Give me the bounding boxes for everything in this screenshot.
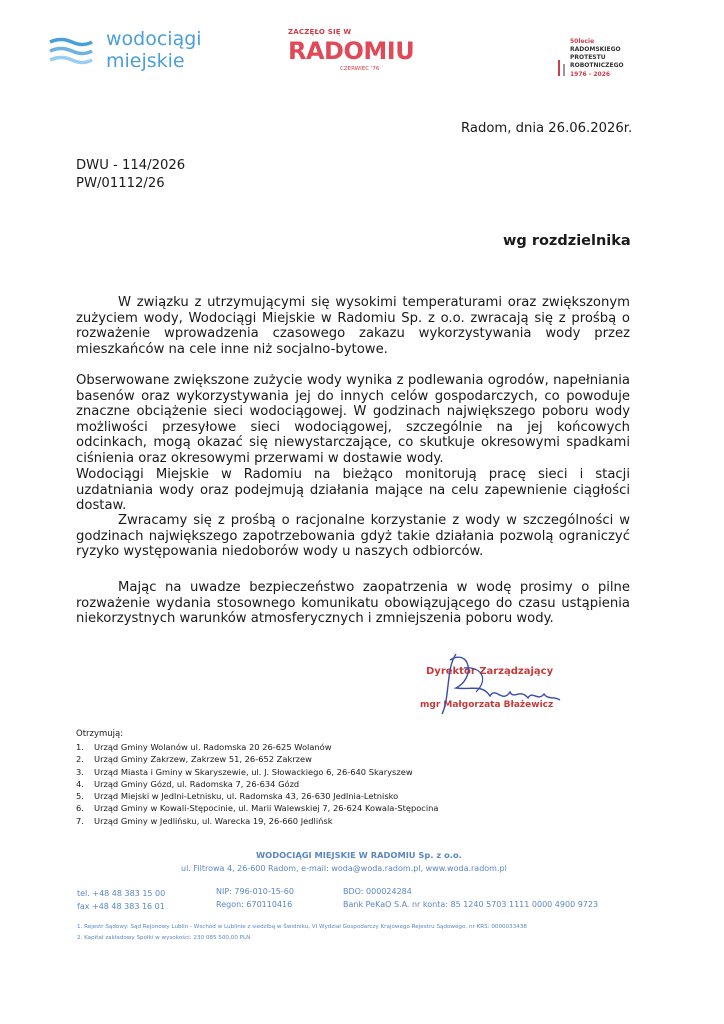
- handwritten-signature-icon: [420, 648, 570, 723]
- recipient-number: 4.: [76, 778, 84, 789]
- footer-note-1: 1. Rejestr Sądowy: Sąd Rejonowy Lublin - Wschód w Lublinie z siedzibą w Świdniku, VI Wydział Gospodarczy Krajowego Rejestru Sądowego, nr KRS: 0000033438: [77, 924, 527, 930]
- body-paragraph-4: Zwracamy się z prośbą o racjonalne korzystanie z wody w szczególności w godzinach największego zapotrzebowania gdyż takie działania pozwolą ograniczyć ryzyko występowania niedoborów wody u naszych odbiorców.: [76, 513, 630, 560]
- body-paragraph-1: W związku z utrzymującymi się wysokimi temperaturami oraz zwiększonym zużyciem wody, Wodociągi Miejskie w Radomiu Sp. z o.o. zwracają się z prośbą o rozważenie wprowadzenia czasowego zakazu wykorzystywania wody przez mieszkańców na cele inne niż socjalno-bytowe.: [76, 295, 630, 357]
- recipient-number: 1.: [76, 742, 84, 752]
- recipient-number: 5.: [76, 791, 84, 802]
- anniversary-mark-icon: [556, 58, 568, 78]
- recipient-text: Urząd Gminy Zakrzew, Zakrzew 51, 26-652 Zakrzew: [94, 754, 312, 765]
- footer-nip: NIP: 796-010-15-60: [216, 887, 294, 896]
- reference-number-1: DWU - 114/2026: [76, 158, 186, 173]
- recipient-text: Urząd Gminy w Kowali-Stępocinie, ul. Marii Walewskiej 7, 26-624 Kowala-Stępocina: [94, 803, 439, 814]
- body-paragraph-3: Wodociągi Miejskie w Radomiu na bieżąco monitorują pracę sieci i stacji uzdatniania wody oraz podejmują działania mające na celu zapewnienie ciągłości dostaw.: [76, 467, 630, 514]
- footer-bank-account: Bank PeKaO S.A. nr konta: 85 1240 5703 1111 0000 4900 9723: [343, 900, 599, 909]
- footer-address: ul. Filtrowa 4, 26-600 Radom, e-mail: woda@woda.radom.pl, www.woda.radom.pl: [181, 864, 507, 873]
- recipient-line: wg rozdzielnika: [503, 233, 631, 249]
- logo-50-line4: ROBOTNICZEGO: [570, 62, 624, 69]
- logo-radom-date: CZERWIEC '76: [340, 66, 380, 72]
- logo-wod-line1: wodociągi: [106, 28, 202, 50]
- signature-title: Dyrektor Zarządzający: [426, 666, 554, 677]
- anniversary-logo: [556, 38, 666, 88]
- logo-radom-small: ZACZĘŁO SIĘ W: [288, 28, 352, 36]
- footer-regon: Regon: 670110416: [216, 900, 293, 909]
- recipients-label: Otrzymują:: [76, 729, 124, 739]
- recipient-number: 7.: [76, 815, 84, 826]
- recipient-text: Urząd Miejski w Jedlni-Letnisku, ul. Radomska 43, 26-630 Jedlnia-Letnisko: [94, 791, 399, 802]
- footer-bank: [343, 885, 598, 911]
- recipient-list-item: [76, 753, 439, 765]
- recipient-number: 3.: [76, 766, 84, 777]
- logo-50-line5: 1976 - 2026: [570, 71, 611, 78]
- recipient-list-item: [76, 802, 439, 814]
- logo-50-line3: PROTESTU: [570, 54, 606, 61]
- recipient-text: Urząd Gminy w Jedlińsku, ul. Warecka 19, 26-660 Jedlińsk: [94, 815, 333, 826]
- footer-tel: tel. +48 48 383 15 00: [77, 889, 166, 898]
- recipient-number: 6.: [76, 803, 84, 814]
- letter-date: Radom, dnia 26.06.2026r.: [461, 121, 633, 136]
- recipient-text: Urząd Gminy Gózd, ul. Radomska 7, 26-634 Gózd: [94, 778, 300, 789]
- recipient-number: 2.: [76, 754, 84, 765]
- recipients-list: [76, 741, 439, 827]
- wodociagi-miejskie-logo: [48, 28, 208, 78]
- footer-company: WODOCIĄGI MIEJSKIE W RADOMIU Sp. z o.o.: [256, 850, 462, 860]
- recipient-text: Urząd Gminy Wolanów ul. Radomska 20 26-625 Wolanów: [94, 742, 332, 752]
- body-paragraph-2: Obserwowane zwiększone zużycie wody wynika z podlewania ogrodów, napełniania basenów oraz wykorzystywania jej do innych celów gospodarczych, co powoduje znaczne obciążenie sieci wodociągowej. W godzinach największego poboru wody możliwości przesyłowe sieci wodociągowej, szczególnie na jej końcowych odcinkach, mogą okazać się niewystarczające, co skutkuje okresowymi spadkami ciśnienia oraz okresowymi przerwami w dostawie wody.: [76, 373, 630, 466]
- recipient-list-item: [76, 815, 439, 827]
- waves-icon: [48, 36, 94, 66]
- signature-block: [420, 648, 570, 723]
- recipient-list-item: [76, 778, 439, 790]
- footer-note-2: 2. Kapitał zakładowy Spółki w wysokości: 230 085 500,00 PLN: [77, 935, 251, 941]
- recipient-list-item: [76, 741, 439, 753]
- footer-contact: [77, 887, 165, 913]
- reference-number-2: PW/01112/26: [76, 176, 165, 191]
- body-paragraph-5: Mając na uwadze bezpieczeństwo zaopatrzenia w wodę prosimy o pilne rozważenie wydania stosownego komunikatu obowiązującego do czasu ustąpienia niekorzystnych warunków atmosferycznych i zmniejszenia poboru wody.: [76, 580, 630, 627]
- recipient-text: Urząd Miasta i Gminy w Skaryszewie, ul. J. Słowackiego 6, 26-640 Skaryszew: [94, 766, 413, 777]
- footer-bdo: BDO: 000024284: [343, 887, 412, 896]
- logo-wod-line2: miejskie: [106, 50, 185, 72]
- recipient-list-item: [76, 766, 439, 778]
- footer-ids: [216, 885, 294, 911]
- recipient-list-item: [76, 790, 439, 802]
- logo-50-line2: RADOMSKIEGO: [570, 46, 621, 53]
- radom-76-logo: [286, 26, 415, 76]
- logo-radom-big: RADOMIU: [288, 37, 415, 65]
- signature-name: mgr Małgorzata Błażewicz: [420, 700, 554, 710]
- logo-50-line1: 50lecie: [570, 38, 595, 45]
- footer-fax: fax +48 48 383 16 01: [77, 902, 165, 911]
